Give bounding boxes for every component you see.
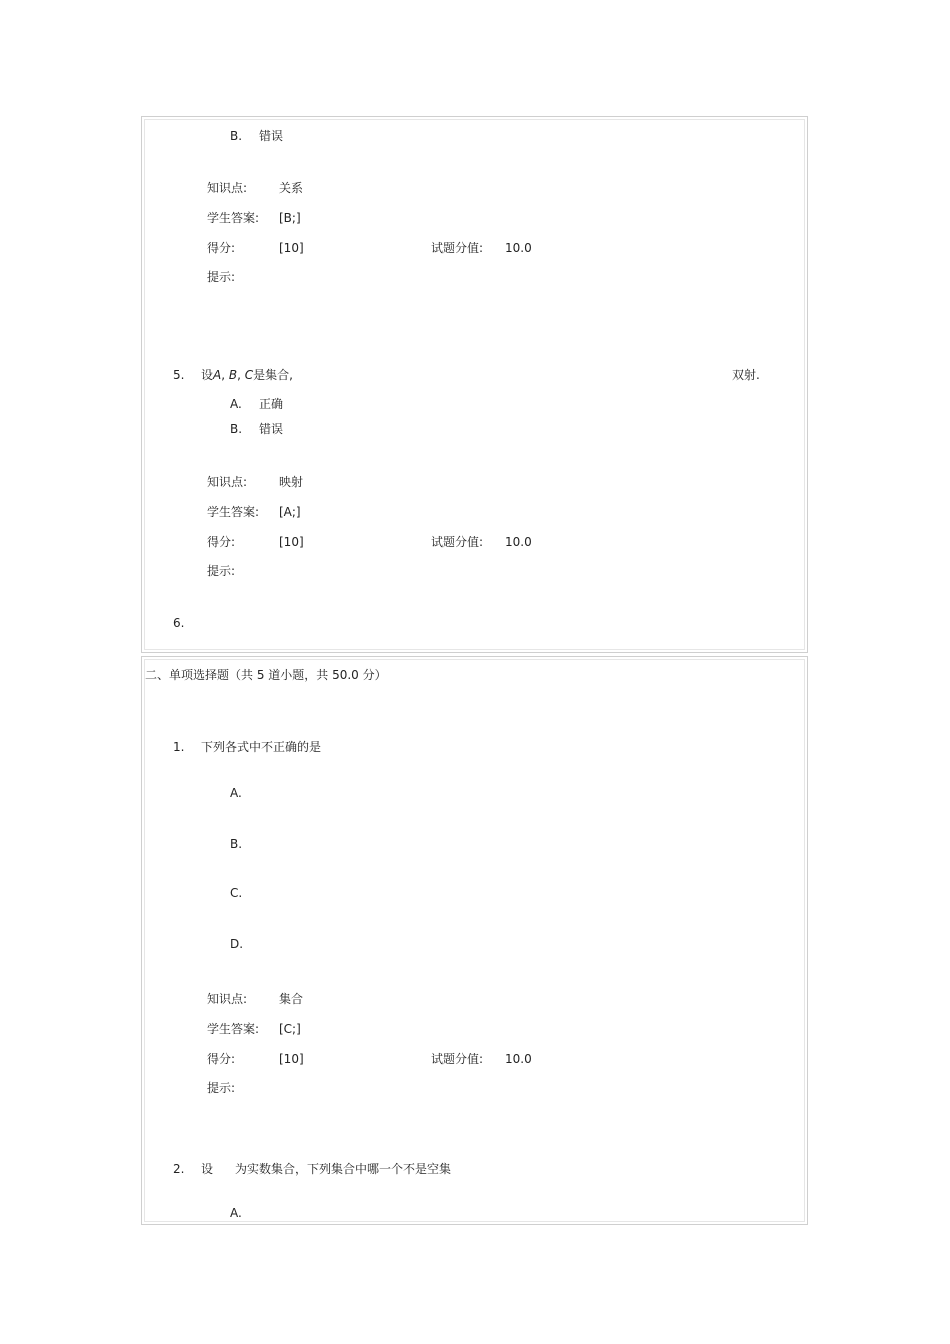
- q5-option-a-text: 正确: [259, 397, 284, 411]
- q4-option-b-letter: B.: [230, 129, 243, 143]
- q1-answer-label: 学生答案:: [207, 1022, 260, 1036]
- q4-score-label: 得分:: [207, 241, 236, 255]
- q5-knowledge-value: 映射: [279, 475, 304, 489]
- q5-sep-1: ,: [221, 368, 226, 382]
- q4-hint-label: 提示:: [207, 270, 236, 284]
- q5-option-b-text: 错误: [259, 422, 284, 436]
- q4-knowledge-value: 关系: [279, 181, 304, 195]
- q1-points-label: 试题分值:: [431, 1052, 484, 1066]
- q5-number: 5.: [173, 368, 185, 382]
- q1-stem: 下列各式中不正确的是: [201, 740, 322, 754]
- q5-knowledge-label: 知识点:: [207, 475, 248, 489]
- q4-knowledge-label: 知识点:: [207, 181, 248, 195]
- q5-points-value: 10.0: [505, 535, 532, 549]
- q5-stem: [201, 368, 293, 382]
- q1-answer-value: [C;]: [279, 1022, 301, 1036]
- q5-option-a-letter: A.: [230, 397, 242, 411]
- q1-option-a: A.: [230, 786, 242, 800]
- q1-option-d: D.: [230, 937, 244, 951]
- q5-score-label: 得分:: [207, 535, 236, 549]
- q4-option-b-text: 错误: [259, 129, 284, 143]
- q6-number: 6.: [173, 616, 185, 630]
- q5-tail: 双射.: [732, 368, 760, 382]
- q5-option-b-letter: B.: [230, 422, 243, 436]
- q5-suffix: 是集合,: [253, 368, 293, 382]
- q5-score-value: [10]: [279, 535, 304, 549]
- q1-hint-label: 提示:: [207, 1081, 236, 1095]
- q5-sep-2: ,: [237, 368, 241, 382]
- q1-knowledge-value: 集合: [279, 992, 304, 1006]
- q1-option-c: C.: [230, 886, 243, 900]
- q5-answer-value: [A;]: [279, 505, 301, 519]
- q1-score-label: 得分:: [207, 1052, 236, 1066]
- q4-answer-label: 学生答案:: [207, 211, 260, 225]
- q1-option-b: B.: [230, 837, 243, 851]
- q4-score-value: [10]: [279, 241, 304, 255]
- q1-knowledge-label: 知识点:: [207, 992, 248, 1006]
- q2-number: 2.: [173, 1162, 185, 1176]
- q5-var-a: A: [213, 368, 222, 382]
- q1-score-value: [10]: [279, 1052, 304, 1066]
- q5-points-label: 试题分值:: [431, 535, 484, 549]
- q2-stem: 为实数集合，下列集合中哪一个不是空集: [235, 1162, 452, 1176]
- q2-prefix: 设: [201, 1162, 214, 1176]
- section-title: 二、单项选择题（共 5 道小题，共 50.0 分）: [145, 668, 387, 682]
- q4-answer-value: [B;]: [279, 211, 301, 225]
- question-panel-1: [141, 116, 808, 653]
- q5-answer-label: 学生答案:: [207, 505, 260, 519]
- q5-hint-label: 提示:: [207, 564, 236, 578]
- q1-number: 1.: [173, 740, 185, 754]
- q4-points-label: 试题分值:: [431, 241, 484, 255]
- q5-prefix: 设: [201, 368, 214, 382]
- q4-points-value: 10.0: [505, 241, 532, 255]
- panel-inner-border: [144, 119, 805, 650]
- q1-points-value: 10.0: [505, 1052, 532, 1066]
- q2-option-a: A.: [230, 1206, 242, 1220]
- q5-var-c: C: [244, 368, 254, 382]
- q5-var-b: B: [228, 368, 238, 382]
